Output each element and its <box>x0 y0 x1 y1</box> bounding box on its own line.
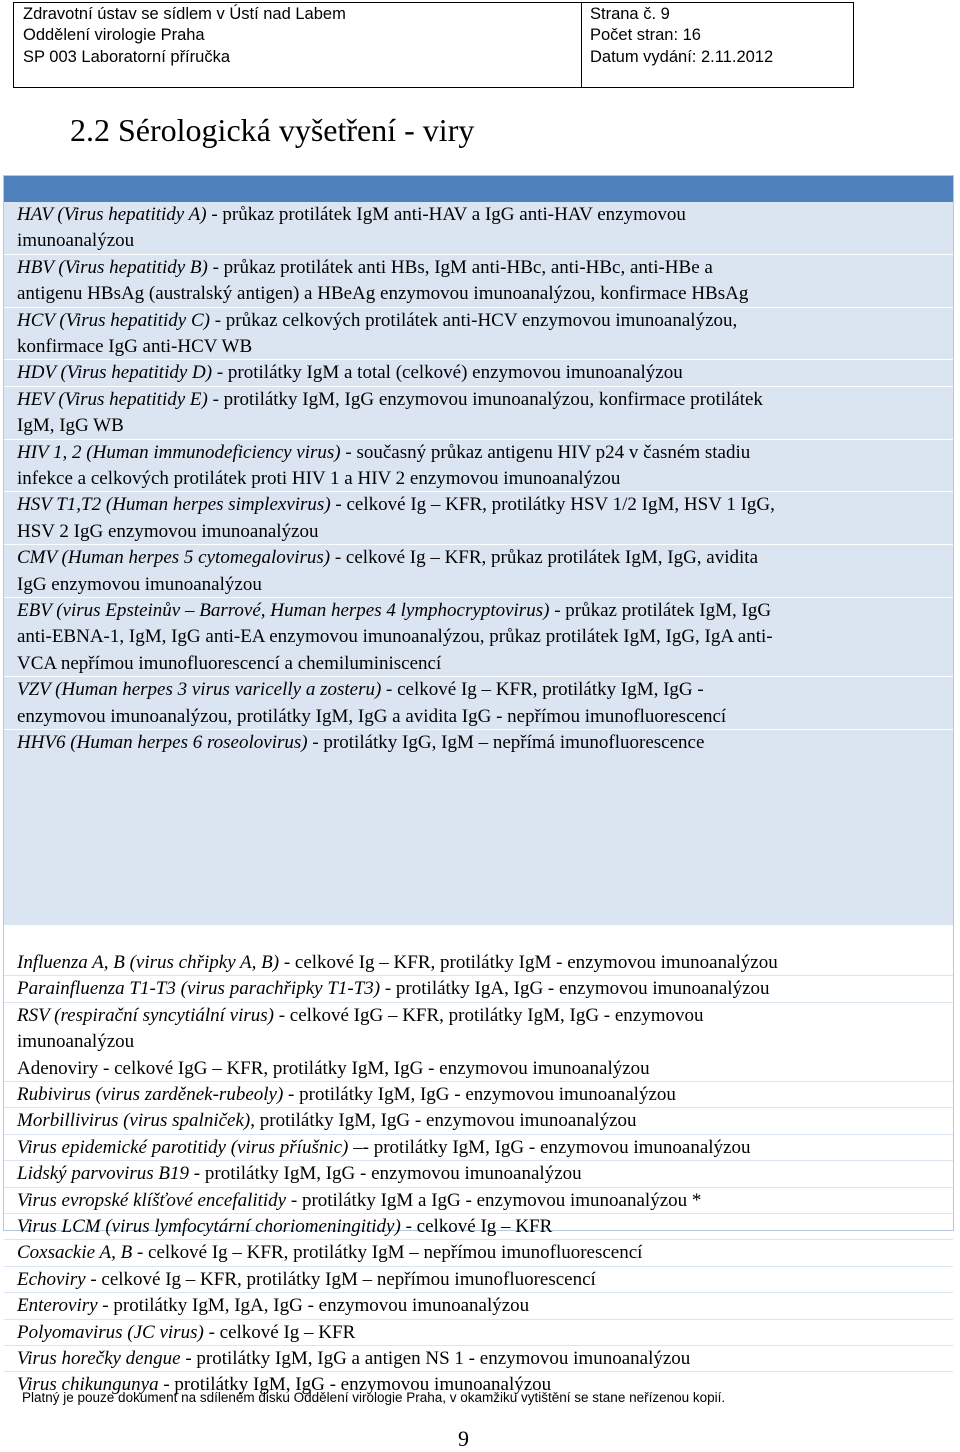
header-dept: Oddělení virologie Praha <box>23 26 205 44</box>
header-pages: Počet stran: 16 <box>590 26 701 44</box>
respiratory-other-section <box>4 948 953 1396</box>
virus-name: Morbillivirus (virus spalniček) <box>17 1110 251 1132</box>
test-description: - protilátky IgM, IgG enzymovou imunoanalýzou, konfirmace protilátek <box>207 388 763 410</box>
virus-name: HSV T1,T2 (Human herpes simplexvirus) <box>17 494 331 516</box>
test-description: - průkaz celkových protilátek anti-HCV enzymovou imunoanalýzou, <box>209 309 738 331</box>
virus-line <box>17 202 947 228</box>
virus-line <box>17 545 947 571</box>
table-header-band <box>4 176 953 202</box>
virus-name: HHV6 (Human herpes 6 roseolovirus) <box>17 732 308 753</box>
test-description: - protilátky IgG, IgM – nepřímá imunofluorescence <box>307 732 705 753</box>
test-description: imunoanalýzou <box>17 230 135 252</box>
virus-name: HAV (Virus hepatitidy A) <box>17 204 207 225</box>
virus-line <box>17 1135 947 1161</box>
virus-line <box>17 228 947 254</box>
virus-name: RSV (respirační syncytiální virus) <box>17 1004 274 1026</box>
virus-name: Virus evropské klíšťové encefalitidy <box>17 1189 287 1211</box>
virus-name: Echoviry <box>17 1268 86 1290</box>
virus-line <box>17 976 947 1002</box>
virus-line <box>17 1082 947 1108</box>
virus-line <box>17 1108 947 1134</box>
virus-line <box>17 413 947 439</box>
test-description: - současný průkaz antigenu HIV p24 v časném stadiu <box>340 441 751 463</box>
virus-name: HDV (Virus hepatitidy D) <box>17 362 213 384</box>
virus-line <box>17 1293 947 1319</box>
virus-name: HIV 1, 2 (Human immunodeficiency virus) <box>17 441 341 463</box>
virus-line <box>17 624 947 650</box>
test-description: enzymovou imunoanalýzou, protilátky IgM, IgG a avidita IgG - nepřímou imunofluorescencí <box>17 705 727 727</box>
test-description: - celkové Ig – KFR, protilátky IgM - enzymovou imunoanalýzou <box>279 952 778 973</box>
test-description: - průkaz protilátek IgM, IgG <box>549 600 772 621</box>
virus-line <box>17 308 947 334</box>
virus-name: Enteroviry <box>17 1295 98 1317</box>
virus-line <box>17 281 947 307</box>
virus-name: VZV (Human herpes 3 virus varicelly a zosteru) <box>17 679 382 701</box>
virus-line <box>17 387 947 413</box>
test-description: - protilátky IgA, IgG - enzymovou imunoanalýzou <box>380 978 770 1000</box>
page-number: 9 <box>458 1426 469 1451</box>
virus-line <box>17 704 947 730</box>
header-page: Strana č. 9 <box>590 5 670 23</box>
virus-line <box>17 1214 947 1240</box>
test-description: - protilátky IgM, IgA, IgG - enzymovou imunoanalýzou <box>97 1295 530 1317</box>
virus-line <box>17 950 947 976</box>
section-title: 2.2 Sérologická vyšetření - viry <box>70 112 475 148</box>
virus-line <box>17 1346 947 1372</box>
test-description: - protilátky IgM, IgG - enzymovou imunoanalýzou <box>283 1084 676 1105</box>
virus-line <box>17 466 947 492</box>
virus-name: Virus epidemické parotitidy (virus příušnic) <box>17 1136 349 1158</box>
virus-name: HBV (Virus hepatitidy B) <box>17 256 208 278</box>
test-description: - celkové Ig – KFR <box>203 1321 356 1343</box>
test-description: IgM, IgG WB <box>17 415 124 437</box>
header-org: Zdravotní ústav se sídlem v Ústí nad Labem <box>23 5 346 23</box>
test-description: - protilátky IgM a total (celkové) enzymovou imunoanalýzou <box>212 362 683 384</box>
virus-name: HCV (Virus hepatitidy C) <box>17 309 210 331</box>
test-description: - celkové Ig – KFR, protilátky IgM – nepřímou imunofluorescencí <box>132 1242 643 1264</box>
test-description: - celkové Ig – KFR, protilátky HSV 1/2 IgM, HSV 1 IgG, <box>330 494 775 516</box>
virus-line <box>17 360 947 386</box>
virus-name: Virus chikungunya <box>17 1374 159 1396</box>
test-description: - celkové IgG – KFR, protilátky IgM, IgG - enzymovou <box>273 1004 704 1026</box>
virus-line <box>17 1056 947 1082</box>
virus-line <box>17 572 947 598</box>
test-description: –- protilátky IgM, IgG - enzymovou imunoanalýzou <box>348 1136 751 1158</box>
test-description: antigenu HBsAg (australský antigen) a HBeAg enzymovou imunoanalýzou, konfirmace HBsAg <box>17 283 749 305</box>
virus-name: Polyomavirus (JC virus) <box>17 1321 204 1343</box>
test-description: infekce a celkových protilátek proti HIV 1 a HIV 2 enzymovou imunoanalýzou <box>17 468 621 489</box>
header-date: Datum vydání: 2.11.2012 <box>590 48 774 66</box>
virus-name: Virus horečky dengue <box>17 1348 181 1369</box>
virus-line <box>17 730 947 756</box>
virus-line <box>17 1267 947 1293</box>
virus-name: Lidský parvovirus B19 <box>17 1163 190 1185</box>
test-description: anti-EBNA-1, IgM, IgG anti-EA enzymovou imunoanalýzou, průkaz protilátek IgM, IgG, IgA anti- <box>17 626 773 648</box>
virus-line <box>17 1188 947 1214</box>
virus-line <box>17 598 947 624</box>
header-doc: SP 003 Laboratorní příručka <box>23 48 230 66</box>
test-description: Adenoviry - celkové IgG – KFR, protilátky IgM, IgG - enzymovou imunoanalýzou <box>17 1057 650 1079</box>
test-description: - celkové Ig – KFR <box>400 1216 553 1237</box>
test-description: IgG enzymovou imunoanalýzou <box>17 573 262 595</box>
test-description: - celkové Ig – KFR, protilátky IgM, IgG - <box>381 679 704 701</box>
test-description: - celkové Ig – KFR, protilátky IgM – nepřímou imunofluorescencí <box>85 1268 596 1290</box>
virus-name: HEV (Virus hepatitidy E) <box>17 388 208 410</box>
virus-line <box>17 651 947 677</box>
document-header <box>13 2 854 88</box>
test-description: , protilátky IgM, IgG - enzymovou imunoanalýzou <box>250 1110 637 1132</box>
test-description: - protilátky IgM, IgG - enzymovou imunoanalýzou <box>189 1163 582 1185</box>
virus-line <box>17 1029 947 1055</box>
virus-line <box>17 1320 947 1346</box>
hepatitis-herpes-section <box>4 202 953 925</box>
virus-line <box>17 492 947 518</box>
test-description: - protilátky IgM, IgG - enzymovou imunoanalýzou <box>158 1374 552 1396</box>
virus-name: Rubivirus (virus zarděnek-rubeoly) <box>17 1084 284 1105</box>
virus-name: CMV (Human herpes 5 cytomegalovirus) <box>17 547 331 569</box>
virus-line <box>17 1003 947 1029</box>
virus-line <box>17 1240 947 1266</box>
test-description: - celkové Ig – KFR, průkaz protilátek IgM, IgG, avidita <box>330 547 759 569</box>
virus-name: Influenza A, B (virus chřipky A, B) <box>17 952 280 973</box>
test-description: HSV 2 IgG enzymovou imunoanalýzou <box>17 520 319 542</box>
test-description: imunoanalýzou <box>17 1031 135 1053</box>
test-description: konfirmace IgG anti-HCV WB <box>17 336 253 357</box>
virus-name: EBV (virus Epsteinův – Barrové, Human herpes 4 lymphocryptovirus) <box>17 600 550 621</box>
virus-line <box>17 440 947 466</box>
header-divider <box>581 3 582 87</box>
test-description: VCA nepřímou imunofluorescencí a chemiluminiscencí <box>17 652 442 674</box>
virus-line <box>17 334 947 360</box>
test-description: - protilátky IgM, IgG a antigen NS 1 - enzymovou imunoanalýzou <box>180 1348 691 1369</box>
virus-line <box>17 677 947 703</box>
virus-name: Parainfluenza T1-T3 (virus parachřipky T1-T3) <box>17 978 381 1000</box>
virus-line <box>17 519 947 545</box>
test-description: - průkaz protilátek anti HBs, IgM anti-HBc, anti-HBc, anti-HBe a <box>207 256 713 278</box>
virus-name: Virus LCM (virus lymfocytární choriomeningitidy) <box>17 1216 401 1237</box>
virus-line <box>17 255 947 281</box>
virus-line <box>17 1161 947 1187</box>
virus-name: Coxsackie A, B <box>17 1242 133 1264</box>
test-description: - průkaz protilátek IgM anti-HAV a IgG anti-HAV enzymovou <box>206 204 686 225</box>
test-description: - protilátky IgM a IgG - enzymovou imunoanalýzou * <box>286 1189 702 1211</box>
footer-note: Platný je pouze dokument na sdíleném disku Oddělení virologie Praha, v okamžiku vytištění se stane neřízenou kopií. <box>22 1390 726 1405</box>
virus-table <box>3 175 954 1396</box>
